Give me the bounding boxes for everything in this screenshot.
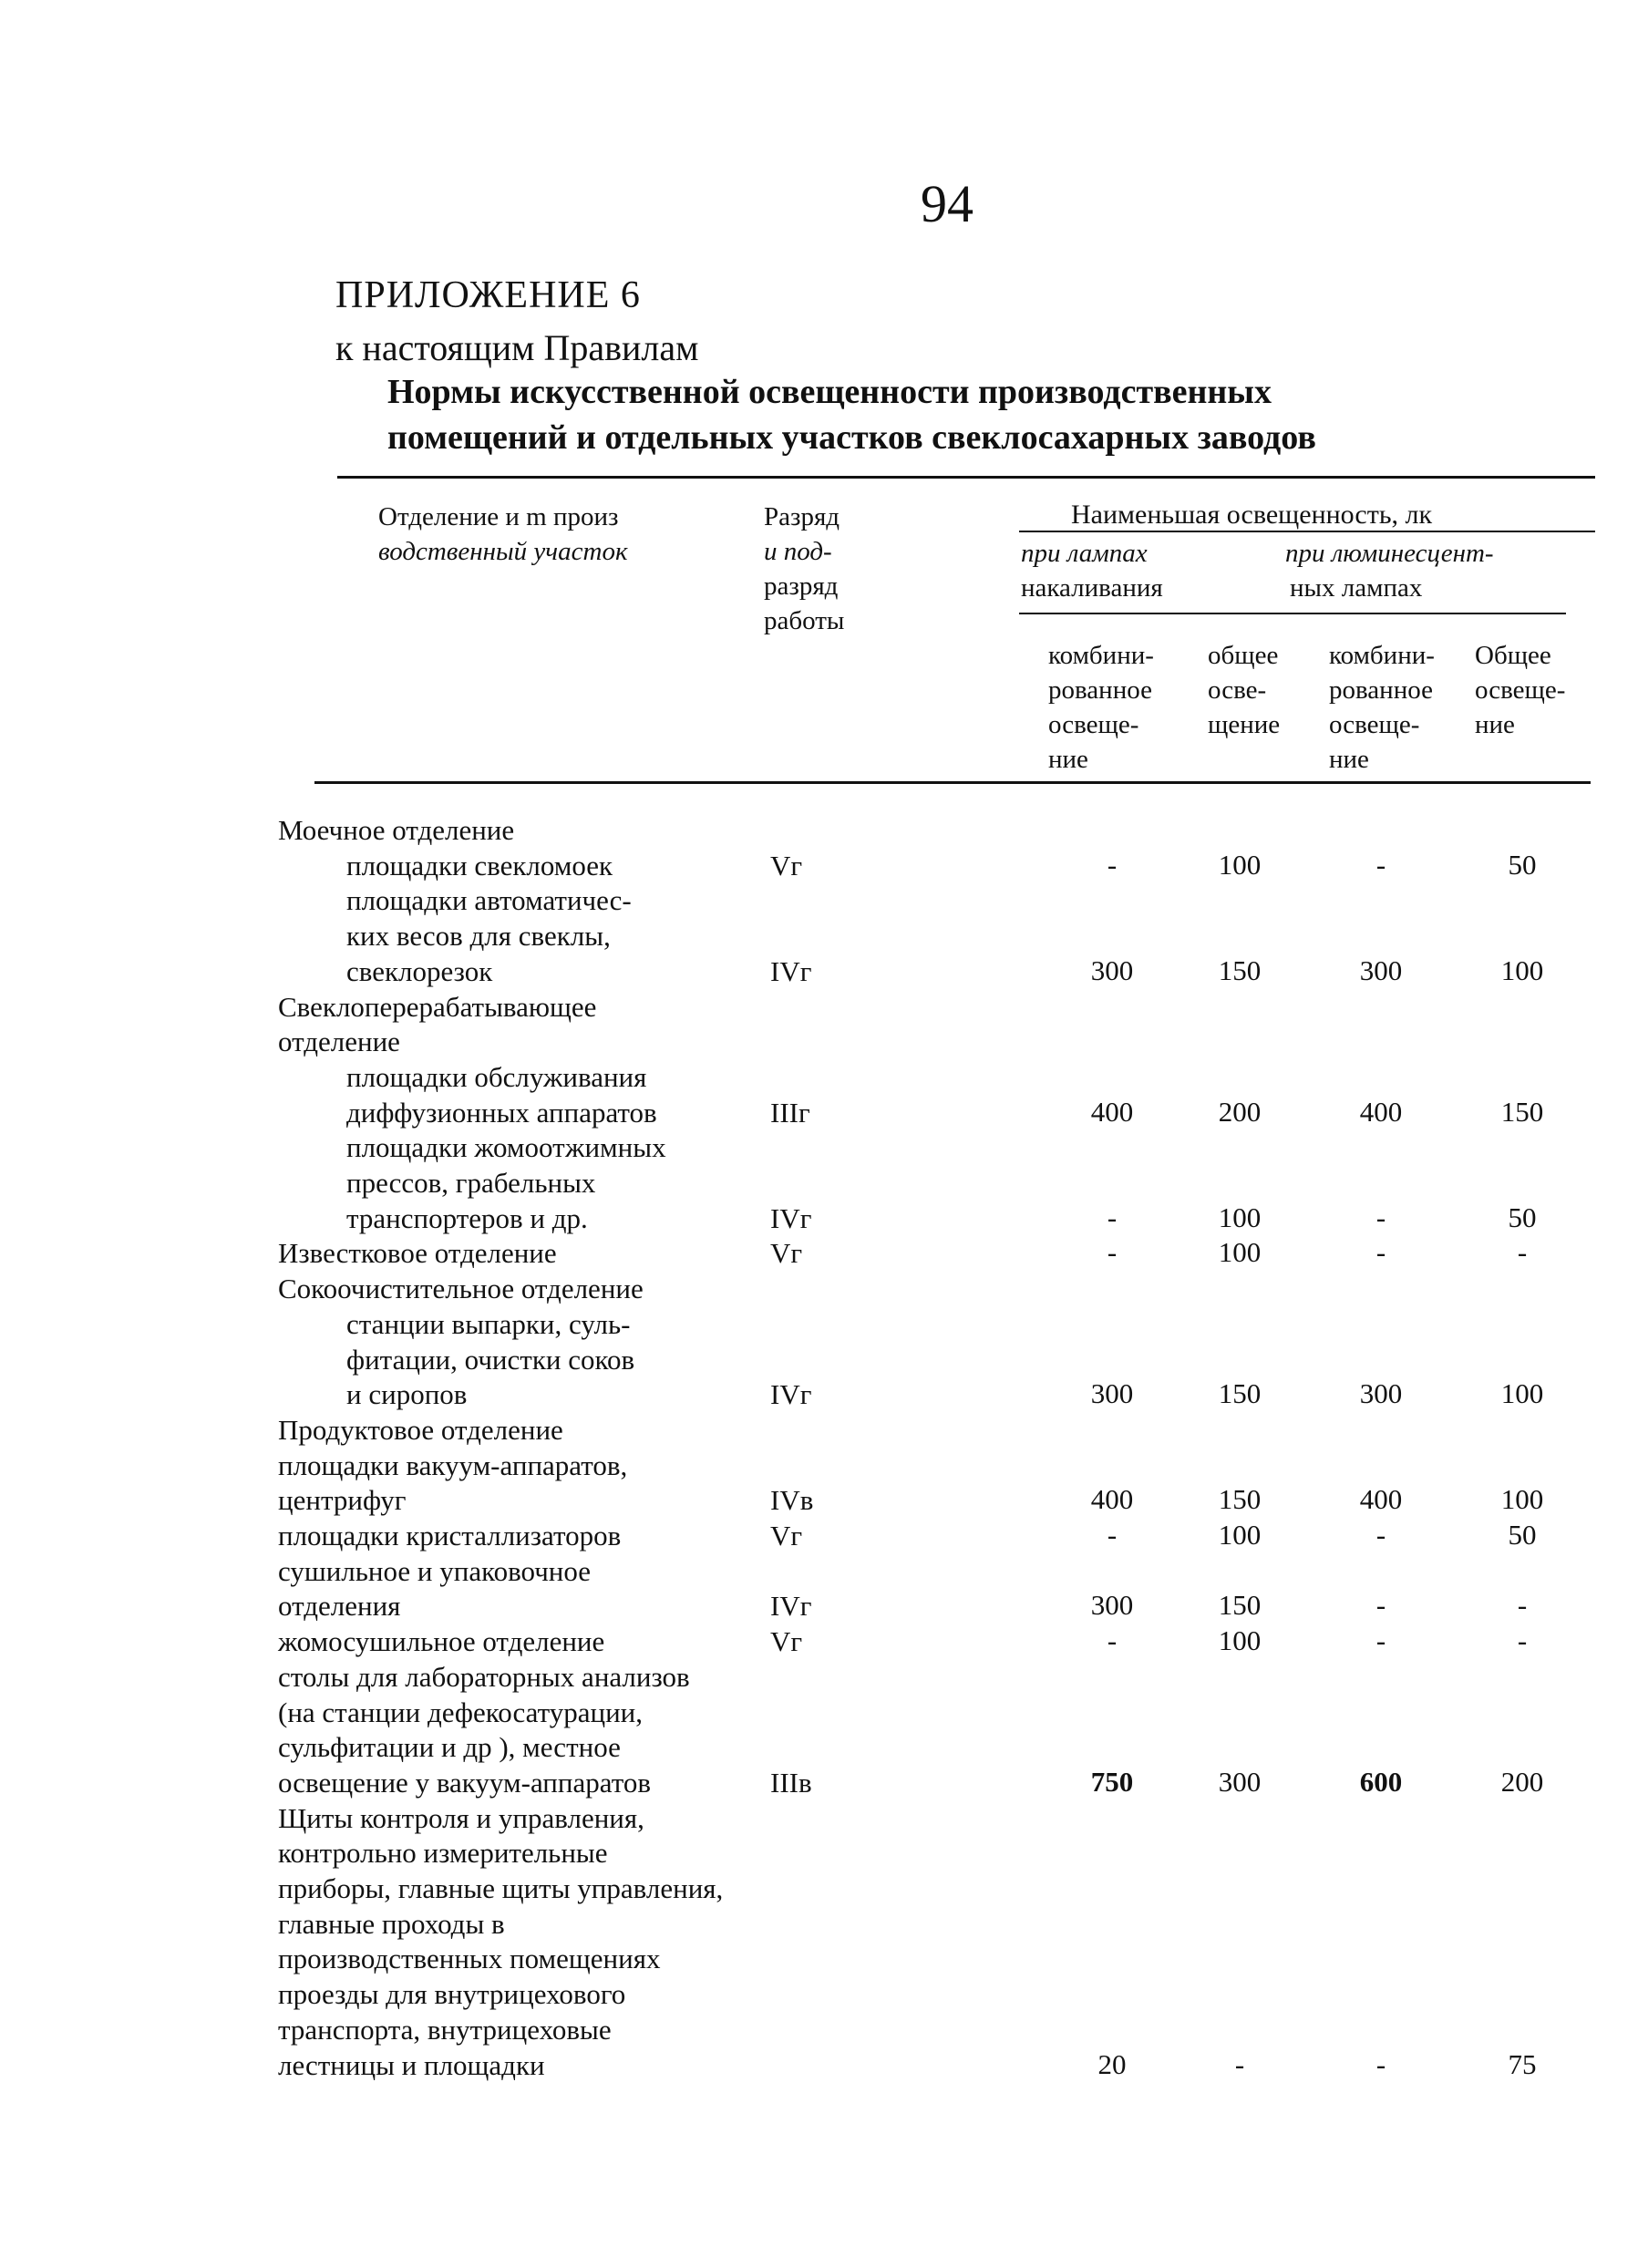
header-bottom-rule: [314, 781, 1591, 784]
row-value-1: -: [1107, 1236, 1118, 1269]
table-title: [387, 369, 1316, 460]
row-value-3: -: [1375, 1201, 1386, 1233]
row-value-2: 100: [1218, 1201, 1262, 1233]
row-label: площадки обслуживания: [346, 1060, 647, 1093]
col-combined-fluorescent: комбини- рованное освеще- ние: [1329, 641, 1435, 774]
incandescent-subheader: при лампах накаливания: [1021, 539, 1163, 603]
row-value-1: 300: [1090, 1377, 1134, 1410]
row-label: площадки вакуум-аппаратов,: [278, 1448, 628, 1481]
row-label: сушильное и упаковочное: [278, 1554, 592, 1587]
row-grade: IVг: [770, 954, 812, 987]
row-label: лестницы и площадки: [278, 2048, 545, 2081]
row-value-2: 100: [1218, 1624, 1262, 1657]
row-value-1: 20: [1097, 2047, 1127, 2080]
row-label: и сиропов: [346, 1378, 468, 1411]
appendix-subtitle: к настоящим Правилам: [335, 327, 699, 368]
row-label: Щиты контроля и управления,: [278, 1801, 644, 1834]
page-number: 94: [921, 174, 974, 233]
row-grade: IVг: [770, 1378, 812, 1411]
row-value-3: 600: [1359, 1765, 1403, 1798]
row-label: станции выпарки, суль-: [346, 1307, 631, 1340]
row-grade: Vг: [770, 849, 803, 881]
row-label: площадки кристаллизаторов: [278, 1520, 622, 1552]
row-grade: IVв: [770, 1484, 814, 1517]
row-label: диффузионных аппаратов: [346, 1096, 657, 1129]
row-value-4: -: [1517, 1624, 1528, 1657]
row-label: Сокоочистительное отделение: [278, 1273, 644, 1305]
row-grade: IVг: [770, 1201, 812, 1234]
row-value-2: 150: [1218, 1377, 1262, 1410]
row-value-2: 300: [1218, 1765, 1262, 1798]
row-label: транспортеров и др.: [346, 1201, 588, 1234]
row-value-1: 300: [1090, 954, 1134, 986]
row-label: свеклорезок: [346, 954, 493, 987]
row-value-4: 150: [1500, 1095, 1544, 1128]
illuminance-group-header: Наименьшая освещенность, лк: [1071, 500, 1433, 530]
row-value-4: -: [1517, 1589, 1528, 1622]
row-label: площадки автоматичес-: [346, 884, 632, 917]
subgroup-rule: [1019, 613, 1566, 614]
row-label: жомосушильное отделение: [278, 1625, 605, 1658]
row-value-4: 50: [1508, 1519, 1537, 1551]
row-grade: IIIв: [770, 1766, 812, 1799]
row-label: проезды для внутрицехового: [278, 1978, 626, 2011]
row-label: транспорта, внутрицеховые: [278, 2013, 612, 2046]
row-label: ких весов для свеклы,: [346, 920, 611, 953]
row-value-4: 50: [1508, 1201, 1537, 1233]
row-value-4: 75: [1508, 2047, 1537, 2080]
row-value-3: -: [1375, 848, 1386, 881]
row-label: сульфитации и др ), местное: [278, 1731, 621, 1764]
row-label: площадки свекломоек: [346, 849, 613, 881]
row-value-1: 300: [1090, 1589, 1134, 1622]
row-label: (на станции дефекосатурации,: [278, 1696, 644, 1728]
row-value-3: -: [1375, 2047, 1386, 2080]
row-label: освещение у вакуум-аппаратов: [278, 1766, 651, 1799]
row-value-3: -: [1375, 1236, 1386, 1269]
row-value-4: 100: [1500, 954, 1544, 986]
col-grade-header: Разряд и под- разряд работы: [764, 502, 845, 635]
row-value-3: -: [1375, 1624, 1386, 1657]
row-value-4: 100: [1500, 1483, 1544, 1516]
row-value-2: 200: [1218, 1095, 1262, 1128]
row-value-1: -: [1107, 1201, 1118, 1233]
row-value-1: 750: [1090, 1765, 1134, 1798]
row-value-2: 150: [1218, 1589, 1262, 1622]
col-general-fluorescent: Общее освеще- ние: [1475, 641, 1566, 739]
row-value-3: -: [1375, 1519, 1386, 1551]
title-line-1: Нормы искусственной освещенности производственных: [387, 373, 1272, 411]
row-value-4: 200: [1500, 1765, 1544, 1798]
row-value-1: -: [1107, 1519, 1118, 1551]
row-label: отделение: [278, 1026, 400, 1058]
row-value-2: 100: [1218, 1519, 1262, 1551]
col-general-incandescent: общее осве- щение: [1208, 641, 1281, 739]
row-label: приборы, главные щиты управления,: [278, 1872, 724, 1904]
col-section-header: Отделение и m произ водственный участок: [378, 502, 628, 566]
title-line-2: помещений и отдельных участков свеклосахарных заводов: [387, 418, 1316, 457]
row-label: отделения: [278, 1590, 401, 1623]
row-value-3: 300: [1359, 1377, 1403, 1410]
header-top-rule: [337, 476, 1595, 479]
row-label: производственных помещениях: [278, 1943, 661, 1975]
row-value-1: -: [1107, 1624, 1118, 1657]
row-label: Свеклоперерабатывающее: [278, 990, 597, 1023]
row-label: фитации, очистки соков: [346, 1343, 635, 1376]
row-grade: Vг: [770, 1520, 803, 1552]
row-value-1: 400: [1090, 1483, 1134, 1516]
row-label: Продуктовое отделение: [278, 1413, 563, 1446]
row-label: площадки жомоотжимных: [346, 1131, 666, 1164]
row-grade: Vг: [770, 1625, 803, 1658]
row-value-2: 100: [1218, 848, 1262, 881]
row-value-3: 300: [1359, 954, 1403, 986]
row-value-3: -: [1375, 1589, 1386, 1622]
row-value-3: 400: [1359, 1095, 1403, 1128]
row-label: Известковое отделение: [278, 1237, 557, 1270]
col-combined-incandescent: комбини- рованное освеще- ние: [1048, 641, 1154, 774]
row-label: центрифуг: [278, 1484, 407, 1517]
row-value-2: 150: [1218, 954, 1262, 986]
row-value-4: -: [1517, 1236, 1528, 1269]
row-grade: Vг: [770, 1237, 803, 1270]
row-label: контрольно измерительные: [278, 1837, 608, 1870]
row-grade: IIIг: [770, 1096, 810, 1129]
row-label: главные проходы в: [278, 1907, 505, 1940]
row-grade: IVг: [770, 1590, 812, 1623]
row-label: столы для лабораторных анализов: [278, 1660, 690, 1693]
row-value-2: 150: [1218, 1483, 1262, 1516]
fluorescent-subheader: при люминесцент- ных лампах: [1285, 539, 1494, 603]
row-label: прессов, грабельных: [346, 1167, 596, 1199]
row-value-3: 400: [1359, 1483, 1403, 1516]
row-value-1: 400: [1090, 1095, 1134, 1128]
row-value-2: 100: [1218, 1236, 1262, 1269]
row-value-1: -: [1107, 848, 1118, 881]
row-value-4: 50: [1508, 848, 1537, 881]
row-label: Моечное отделение: [278, 814, 515, 846]
row-value-2: -: [1234, 2047, 1245, 2080]
appendix-label: ПРИЛОЖЕНИЕ 6: [335, 274, 641, 316]
row-value-4: 100: [1500, 1377, 1544, 1410]
